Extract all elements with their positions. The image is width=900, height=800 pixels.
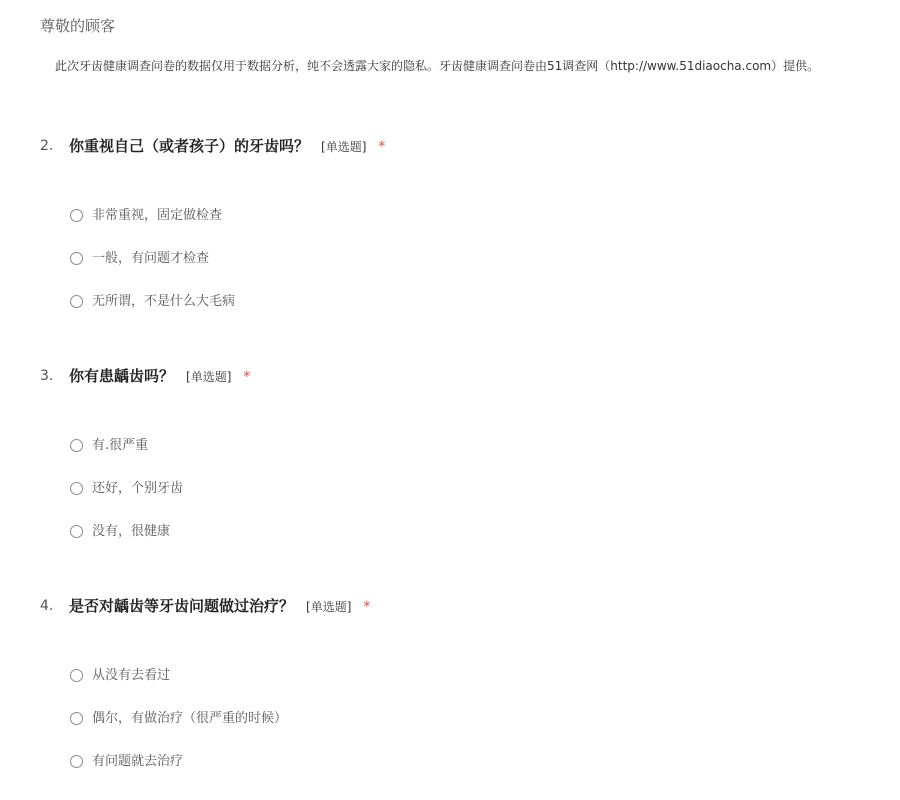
- required-asterisk: *: [243, 369, 251, 385]
- radio-button[interactable]: [70, 669, 83, 682]
- radio-option[interactable]: [70, 740, 287, 783]
- option-list: [70, 424, 183, 553]
- radio-button[interactable]: [70, 755, 83, 768]
- required-asterisk: *: [378, 139, 386, 155]
- option-label[interactable]: 无所谓，不是什么大毛病: [92, 293, 236, 309]
- option-label[interactable]: 从没有去看过: [92, 667, 171, 683]
- question-number: 2.: [40, 138, 54, 154]
- radio-option[interactable]: [70, 467, 183, 510]
- option-label[interactable]: 偶尔，有做治疗（很严重的时候）: [92, 710, 288, 726]
- radio-option[interactable]: [70, 697, 287, 740]
- radio-option[interactable]: [70, 654, 287, 697]
- radio-button[interactable]: [70, 209, 83, 222]
- question-header: [40, 134, 880, 158]
- radio-button[interactable]: [70, 482, 83, 495]
- radio-button[interactable]: [70, 252, 83, 265]
- radio-option[interactable]: [70, 280, 235, 323]
- question-title: 你重视自己（或者孩子）的牙齿吗？: [69, 137, 310, 155]
- question-header: [40, 364, 880, 388]
- question-title: 你有患龋齿吗？: [69, 367, 175, 385]
- question-type-badge: [单选题]: [321, 140, 367, 154]
- option-list: [70, 194, 235, 323]
- radio-option[interactable]: [70, 510, 183, 553]
- option-label[interactable]: 还好，个别牙齿: [92, 480, 184, 496]
- option-label[interactable]: 没有，很健康: [92, 523, 171, 539]
- radio-button[interactable]: [70, 712, 83, 725]
- survey-intro: 此次牙齿健康调查问卷的数据仅用于数据分析，纯不会透露大家的隐私。牙齿健康调查问卷由51调查网（http://www.51diaocha.com）提供。: [55, 59, 820, 73]
- option-list: [70, 654, 287, 783]
- option-label[interactable]: 一般，有问题才检查: [92, 250, 210, 266]
- required-asterisk: *: [363, 599, 371, 615]
- option-label[interactable]: 非常重视，固定做检查: [92, 207, 223, 223]
- question-title: 是否对龋齿等牙齿问题做过治疗？: [69, 597, 295, 615]
- question-2: [40, 134, 880, 309]
- question-type-badge: [单选题]: [186, 370, 232, 384]
- question-number: 4.: [40, 598, 54, 614]
- radio-button[interactable]: [70, 525, 83, 538]
- radio-option[interactable]: [70, 194, 235, 237]
- question-3: [40, 364, 880, 539]
- question-type-badge: [单选题]: [306, 600, 352, 614]
- radio-button[interactable]: [70, 439, 83, 452]
- greeting-title: 尊敬的顾客: [40, 17, 116, 35]
- question-number: 3.: [40, 368, 54, 384]
- radio-option[interactable]: [70, 237, 235, 280]
- option-label[interactable]: 有.很严重: [92, 437, 149, 453]
- radio-option[interactable]: [70, 424, 183, 467]
- option-label[interactable]: 有问题就去治疗: [92, 753, 184, 769]
- question-4: [40, 594, 880, 769]
- radio-button[interactable]: [70, 295, 83, 308]
- question-header: [40, 594, 880, 618]
